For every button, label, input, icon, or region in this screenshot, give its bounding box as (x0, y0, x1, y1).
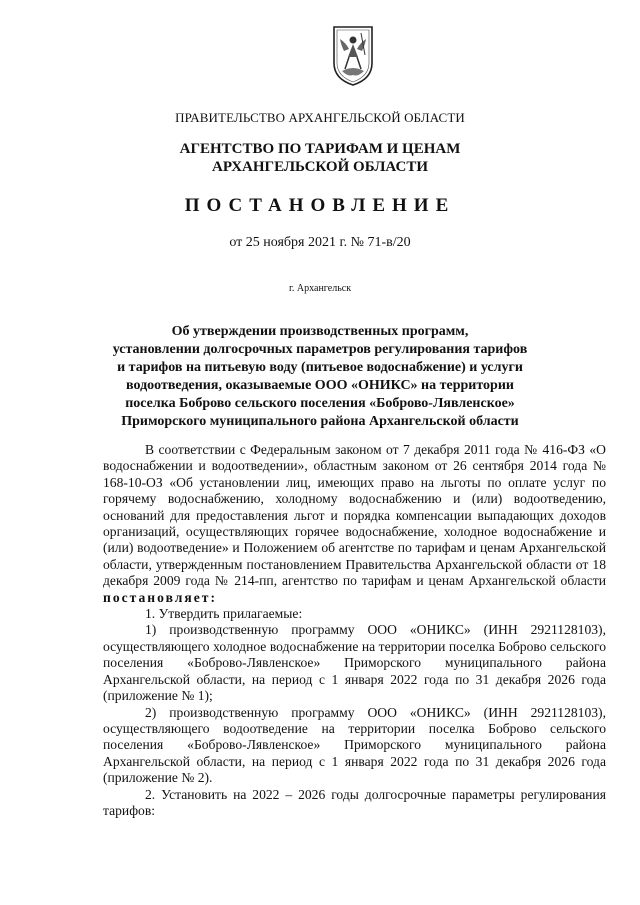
government-name: ПРАВИТЕЛЬСТВО АРХАНГЕЛЬСКОЙ ОБЛАСТИ (175, 110, 465, 125)
item-2: 2. Установить на 2022 – 2026 годы долгосрочные параметры регулирования тарифов: (103, 786, 606, 818)
document-body (103, 442, 606, 819)
preamble-text: В соответствии с Федеральным законом от 7 декабря 2011 года № 416-ФЗ «О водоснабжении и водоотведении», областным законом от 26 сентября 2014 года № 168-10-ОЗ «Об установлении лиц, имеющих право на льготы по оплате услуг по горячему водоснабжению, холодному водоснабжению и (или) водоотведению, оснований для предоставления льгот и порядка компенсации выпадающих доходов организаций, осуществляющих горячее водоснабжение, холодное водоснабжение и (или) водоотведение» и Положением об агентстве по тарифам и ценам Архангельской области, утвержденным постановлением Правительства Архангельской области от 18 декабря 2009 года № 214-пп, агентство по тарифам и ценам Архангельской области (103, 442, 606, 589)
title-line-6: Приморского муниципального района Архангельской области (121, 414, 519, 429)
agency-line-1: АГЕНТСТВО ПО ТАРИФАМ И ЦЕНАМ (179, 141, 461, 157)
agency-name (0, 140, 640, 176)
document-type: ПОСТАНОВЛЕНИЕ (184, 195, 456, 216)
title-line-1: Об утверждении производственных программ, (171, 324, 469, 339)
title-line-4: водоотведения, оказываемые ООО «ОНИКС» на территории (126, 378, 514, 393)
title-line-2: установлении долгосрочных параметров регулирования тарифов (112, 342, 528, 357)
title-line-5: поселка Боброво сельского поселения «Боброво-Лявленское» (125, 396, 515, 411)
agency-line-2: АРХАНГЕЛЬСКОЙ ОБЛАСТИ (212, 159, 428, 175)
title-line-3: и тарифов на питьевую воду (питьевое водоснабжение) и услуги (117, 360, 523, 375)
coat-of-arms-emblem (330, 25, 376, 87)
item-1-1: 1) производственную программу ООО «ОНИКС» (ИНН 2921128103), осуществляющего холодное водоснабжение на территории поселка Боброво сельского поселения «Боброво-Лявленское» Приморского муниципального района Архангельской области, на период с 1 января 2022 года по 31 декабря 2026 года (приложение № 1); (103, 622, 606, 704)
decides-word: постановляет: (103, 589, 217, 605)
item-1-2: 2) производственную программу ООО «ОНИКС» (ИНН 2921128103), осуществляющего водоотведение на территории поселка Боброво сельского поселения «Боброво-Лявленское» Приморского муниципального района Архангельской области, на период с 1 января 2022 года по 31 декабря 2026 года (приложение № 2). (103, 704, 606, 786)
document-title (0, 323, 640, 431)
item-1: 1. Утвердить прилагаемые: (145, 606, 303, 622)
date-and-number: от 25 ноября 2021 г. № 71-в/20 (229, 235, 411, 250)
city: г. Архангельск (288, 283, 352, 294)
preamble-paragraph (103, 442, 606, 606)
